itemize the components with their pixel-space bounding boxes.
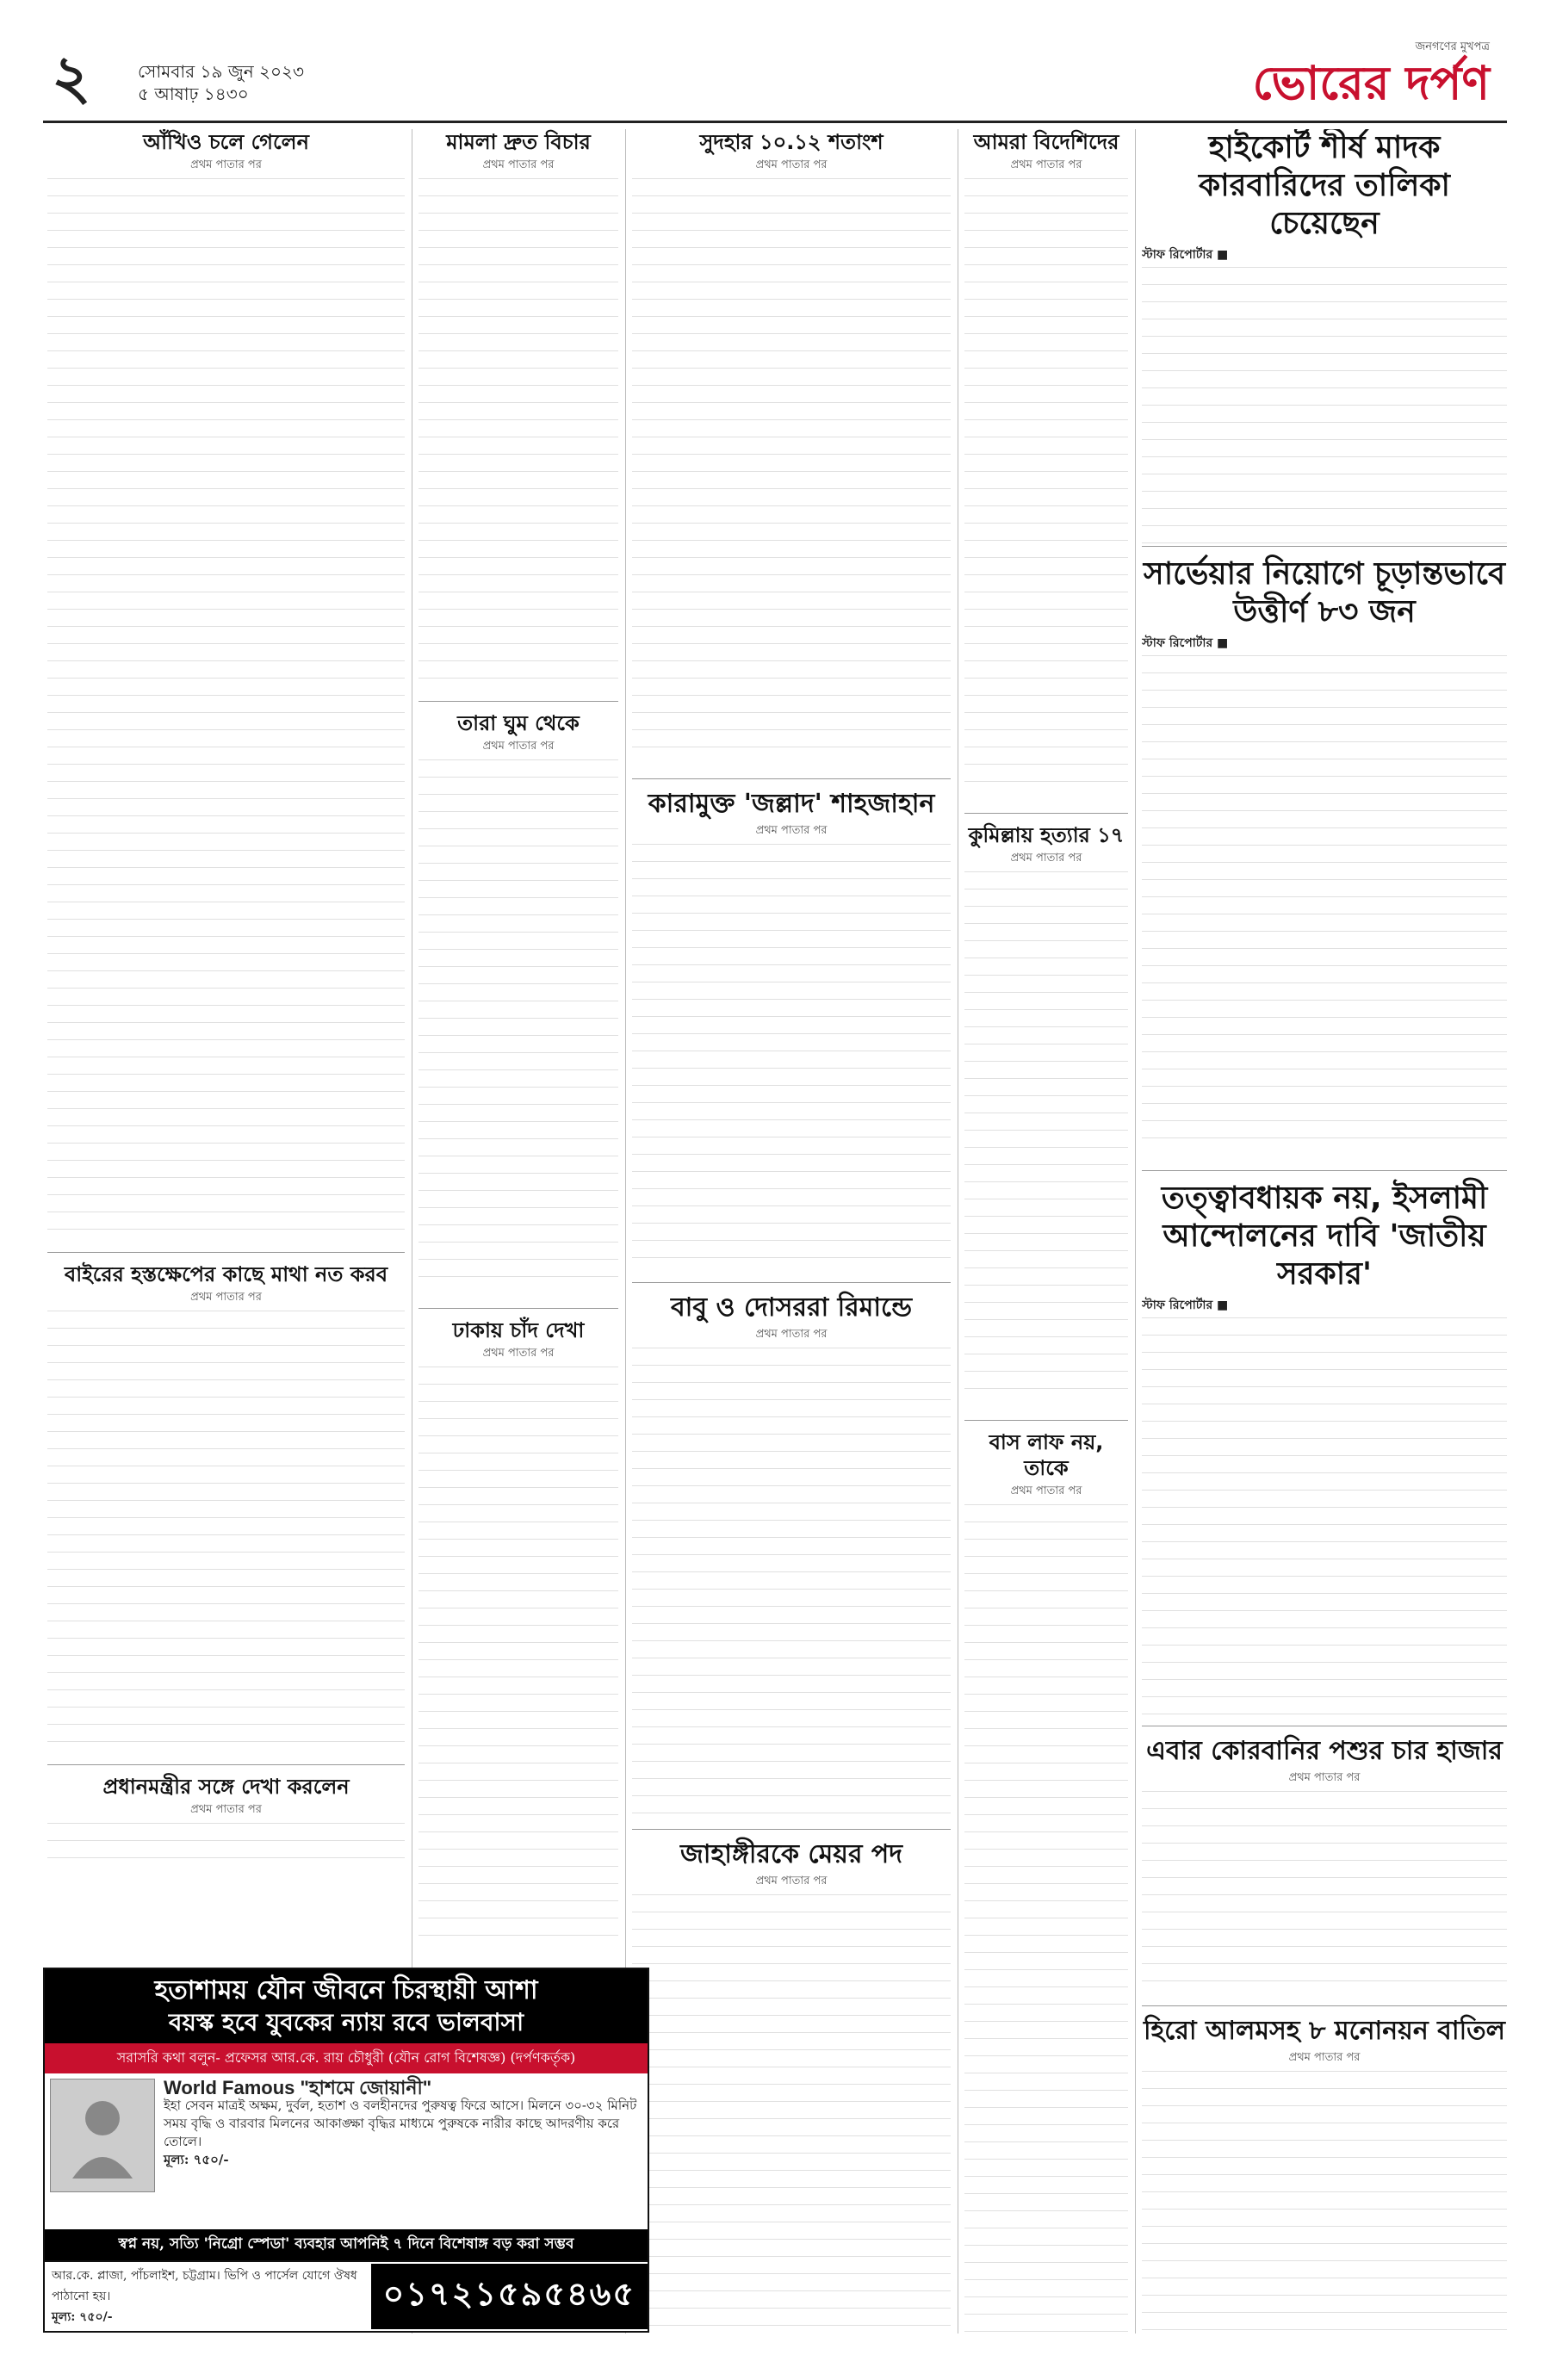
story-divider: [964, 813, 1128, 814]
ad-product-name: World Famous "হাশমে জোয়ানী": [164, 2077, 432, 2098]
column-1: [47, 129, 405, 1959]
logo-tagline: জনগণের মুখপত্র: [1415, 40, 1490, 53]
jump-line: প্রথম পাতার পর: [1010, 1484, 1082, 1497]
article-body: [1142, 1791, 1507, 1993]
article-body: [47, 1311, 405, 1754]
date-bengali: ৫ আষাঢ় ১৪৩০: [138, 84, 249, 104]
story-akhi: [47, 129, 405, 1240]
ad-address: [45, 2262, 371, 2331]
byline: স্টাফ রিপোর্টার ■: [1142, 636, 1229, 650]
ad-banner: [45, 1969, 648, 2043]
ad-promo: স্বপ্ন নয়, সত্যি 'নিগ্রো স্পেডা' ব্যবহার আপনিই ৭ দিনে বিশেষাঙ্গ বড় করা সম্ভব: [45, 2229, 648, 2260]
column-4: [964, 129, 1128, 2334]
doctor-photo: [50, 2079, 155, 2192]
headline: আমরা বিদেশিদের: [973, 130, 1119, 154]
person-icon: [68, 2092, 137, 2179]
jump-line: প্রথম পাতার পর: [1010, 158, 1082, 171]
headline: এবার কোরবানির পশুর চার হাজার: [1146, 1736, 1503, 1766]
ad-headline-1: হতাশাময় যৌন জীবনে চিরস্থায়ী আশা: [154, 1975, 538, 2005]
article-body: [1142, 655, 1507, 1146]
article-body: [1142, 1317, 1507, 1731]
article-body: [964, 178, 1128, 798]
story-foreign-interference: [47, 1261, 405, 1752]
story-hero-alam: [1142, 2015, 1507, 2334]
story-divider: [632, 1282, 951, 1283]
headline: সুদহার ১০.১২ শতাংশ: [699, 130, 884, 154]
column-divider: [1135, 129, 1136, 2334]
story-tara-ghum: [418, 710, 618, 1296]
ad-price-2: মূল্য: ৭৫০/-: [52, 2310, 113, 2324]
story-divider: [418, 701, 618, 702]
masthead: [43, 39, 1507, 121]
ad-footer: [45, 2229, 648, 2331]
jump-line: প্রথম পাতার পর: [755, 824, 828, 837]
story-shahjahan: [632, 788, 951, 1270]
ad-subline: সরাসরি কথা বলুন- প্রফেসর আর.কে. রায় চৌধুরী (যৌন রোগ বিশেষজ্ঞ) (দর্পণকর্তৃক): [45, 2043, 648, 2073]
story-divider: [47, 1252, 405, 1253]
headline: হিরো আলমসহ ৮ মনোনয়ন বাতিল: [1143, 2016, 1506, 2046]
story-bus-jump: [964, 1429, 1128, 2334]
headline: হাইকোর্ট শীর্ষ মাদক কারবারিদের তালিকা চেয়েছেন: [1199, 130, 1450, 241]
headline: বাইরের হস্তক্ষেপের কাছে মাথা নত করব: [64, 1262, 388, 1286]
logo-name: ভোরের দর্পণ: [1252, 55, 1490, 110]
byline: স্টাফ রিপোর্টার ■: [1142, 248, 1229, 262]
story-moon-sighting: [418, 1317, 618, 1955]
article-body: [1142, 267, 1507, 551]
story-babu-remand: [632, 1292, 951, 1817]
story-qurbani: [1142, 1735, 1507, 1993]
story-divider: [47, 1764, 405, 1765]
ad-body: [45, 2073, 648, 2197]
page-number: ২: [52, 41, 91, 113]
story-surveyor: [1142, 555, 1507, 1158]
headline: জাহাঙ্গীরকে মেয়র পদ: [679, 1839, 903, 1869]
jump-line: প্রথম পাতার পর: [482, 740, 555, 753]
article-body: [418, 178, 618, 686]
headline: কুমিল্লায় হত্যার ১৭: [968, 823, 1125, 847]
story-case-trial: [418, 129, 618, 689]
story-divider: [1142, 2005, 1507, 2006]
headline: প্রধানমন্ত্রীর সঙ্গে দেখা করলেন: [102, 1775, 350, 1799]
newspaper-logo: [1253, 39, 1490, 108]
headline: আঁখিও চলে গেলেন: [143, 130, 309, 154]
jump-line: প্রথম পাতার পর: [1010, 852, 1082, 865]
article-body: [632, 844, 951, 1270]
story-divider: [632, 1829, 951, 1830]
article-body: [47, 1823, 405, 1862]
article-body: [418, 759, 618, 1293]
article-body: [632, 1894, 951, 2334]
headline: বাস লাফ নয়, তাকে: [989, 1430, 1104, 1480]
ad-headline-2: বয়স্ক হবে যুবকের ন্যায় রবে ভালবাসা: [168, 2008, 524, 2036]
ad-address-text: আর.কে. প্লাজা, পাঁচলাইশ, চট্টগ্রাম। ভিপি ও পার্সেল যোগে ঔষধ পাঠানো হয়।: [52, 2269, 357, 2303]
column-2: [418, 129, 618, 1955]
story-foreigners: [964, 129, 1128, 801]
headline: তারা ঘুম থেকে: [457, 711, 580, 735]
story-interest-rate: [632, 129, 951, 766]
article-body: [1142, 2071, 1507, 2334]
headline: মামলা দ্রুত বিচার: [446, 130, 591, 154]
story-divider: [964, 1420, 1128, 1421]
headline: তত্ত্বাবধায়ক নয়, ইসলামী আন্দোলনের দাবি 'জাতীয় সরকার': [1161, 1181, 1488, 1292]
masthead-rule: [43, 121, 1507, 123]
ad-price: মূল্য: ৭৫০/-: [164, 2152, 229, 2167]
jump-line: প্রথম পাতার পর: [190, 1803, 262, 1816]
jump-line: প্রথম পাতার পর: [1288, 2051, 1361, 2064]
byline: স্টাফ রিপোর্টার ■: [1142, 1298, 1229, 1312]
ad-contact: [45, 2260, 648, 2331]
story-divider: [1142, 1170, 1507, 1171]
story-cumilla-murder: [964, 822, 1128, 1408]
jump-line: প্রথম পাতার পর: [482, 1347, 555, 1360]
column-5: [1142, 129, 1507, 2334]
article-body: [964, 871, 1128, 1397]
article-body: [632, 178, 951, 764]
ad-text: [164, 2079, 642, 2192]
headline: কারামুক্ত 'জল্লাদ' শাহজাহান: [648, 789, 935, 819]
ad-description: ইহা সেবন মাত্রই অক্ষম, দুর্বল, হতাশ ও বলহীনদের পুরুষত্ব ফিরে আসে। মিলনে ৩০-৩২ মিনিট সময় বৃদ্ধি ও বারবার মিলনের আকাঙ্ক্ষা বৃদ্ধির মাধ্যমে পুরুষকে নারীর কাছে আদরণীয় করে তোলে।: [164, 2098, 637, 2149]
jump-line: প্রথম পাতার পর: [755, 1875, 828, 1887]
story-pm-meeting: [47, 1774, 405, 1929]
ad-phone: ০১৭২১৫৯৫৪৬৫: [371, 2264, 648, 2329]
date-gregorian: সোমবার ১৯ জুন ২০২৩: [138, 61, 305, 82]
column-3: [632, 129, 951, 2334]
jump-line: প্রথম পাতার পর: [755, 1328, 828, 1341]
article-body: [47, 178, 405, 1237]
jump-line: প্রথম পাতার পর: [482, 158, 555, 171]
date-block: [138, 60, 304, 105]
jump-line: প্রথম পাতার পর: [190, 158, 262, 171]
headline: সার্ভেয়ার নিয়োগে চূড়ান্তভাবে উত্তীর্ণ ৮৩ জন: [1143, 556, 1506, 629]
article-body: [964, 1504, 1128, 2334]
story-divider: [632, 778, 951, 779]
story-divider: [418, 1308, 618, 1309]
advertisement: [43, 1968, 649, 2333]
story-drug-dealers: [1142, 129, 1507, 534]
headline: বাবু ও দোসররা রিমান্ডে: [670, 1292, 913, 1323]
jump-line: প্রথম পাতার পর: [755, 158, 828, 171]
jump-line: প্রথম পাতার পর: [1288, 1771, 1361, 1784]
article-body: [632, 1348, 951, 1821]
headline: ঢাকায় চাঁদ দেখা: [452, 1318, 585, 1342]
article-body: [418, 1367, 618, 1952]
jump-line: প্রথম পাতার পর: [190, 1291, 262, 1304]
story-jahangir-mayor: [632, 1838, 951, 2334]
story-national-govt: [1142, 1180, 1507, 1714]
